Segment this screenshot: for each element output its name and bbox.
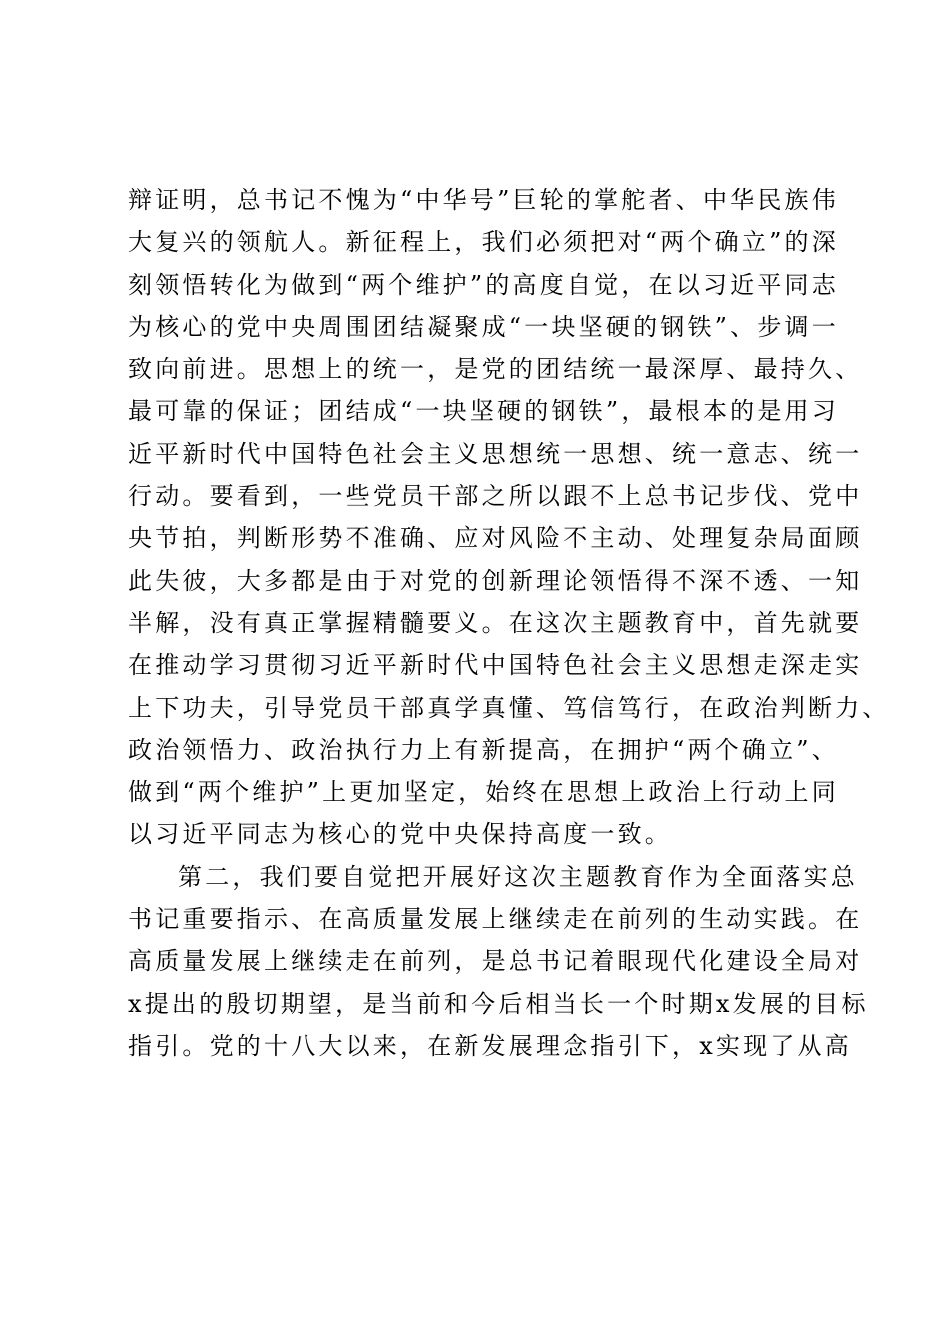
body-text	[128, 179, 890, 1067]
text-line: 此失彼，大多都是由于对党的创新理论领悟得不深不透、一知	[128, 566, 863, 595]
text-line: 刻领悟转化为做到“两个维护”的高度自觉，在以习近平同志	[128, 270, 839, 299]
text-line: 第二，我们要自觉把开展好这次主题教育作为全面落实总	[178, 862, 858, 891]
text-line: 辩证明，总书记不愧为“中华号”巨轮的掌舵者、中华民族伟	[128, 186, 839, 214]
text-line: 行动。要看到，一些党员干部之所以跟不上总书记步伐、党中	[128, 482, 863, 511]
text-line: 大复兴的领航人。新征程上，我们必须把对“两个确立”的深	[128, 228, 839, 257]
text-line: 在推动学习贯彻习近平新时代中国特色社会主义思想走深走实	[128, 651, 863, 680]
text-line: 央节拍，判断形势不准确、应对风险不主动、处理复杂局面顾	[128, 524, 863, 553]
text-line: 为核心的党中央周围团结凝聚成“一块坚硬的钢铁”、步调一	[128, 312, 839, 341]
text-line: 致向前进。思想上的统一，是党的团结统一最深厚、最持久、	[128, 355, 863, 384]
text-line: 做到“两个维护”上更加坚定，始终在思想上政治上行动上同	[128, 778, 839, 807]
text-line: 上下功夫，引导党员干部真学真懂、笃信笃行，在政治判断力、	[128, 693, 890, 722]
text-line: 政治领悟力、政治执行力上有新提高，在拥护“两个确立”、	[128, 735, 839, 764]
text-line: 指引。党的十八大以来，在新发展理念指引下，x实现了从高	[128, 1031, 852, 1060]
text-line: 半解，没有真正掌握精髓要义。在这次主题教育中，首先就要	[128, 608, 863, 637]
text-line: x提出的殷切期望，是当前和今后相当长一个时期x发展的目标	[128, 989, 869, 1018]
text-line: 近平新时代中国特色社会主义思想统一思想、统一意志、统一	[128, 439, 863, 468]
text-line: 书记重要指示、在高质量发展上继续走在前列的生动实践。在	[128, 905, 863, 934]
text-line: 以习近平同志为核心的党中央保持高度一致。	[128, 820, 672, 849]
text-line: 最可靠的保证；团结成“一块坚硬的钢铁”，最根本的是用习	[128, 397, 839, 426]
paragraph-1	[128, 179, 890, 856]
paragraph-2	[128, 856, 869, 1067]
text-line: 高质量发展上继续走在前列，是总书记着眼现代化建设全局对	[128, 947, 863, 976]
